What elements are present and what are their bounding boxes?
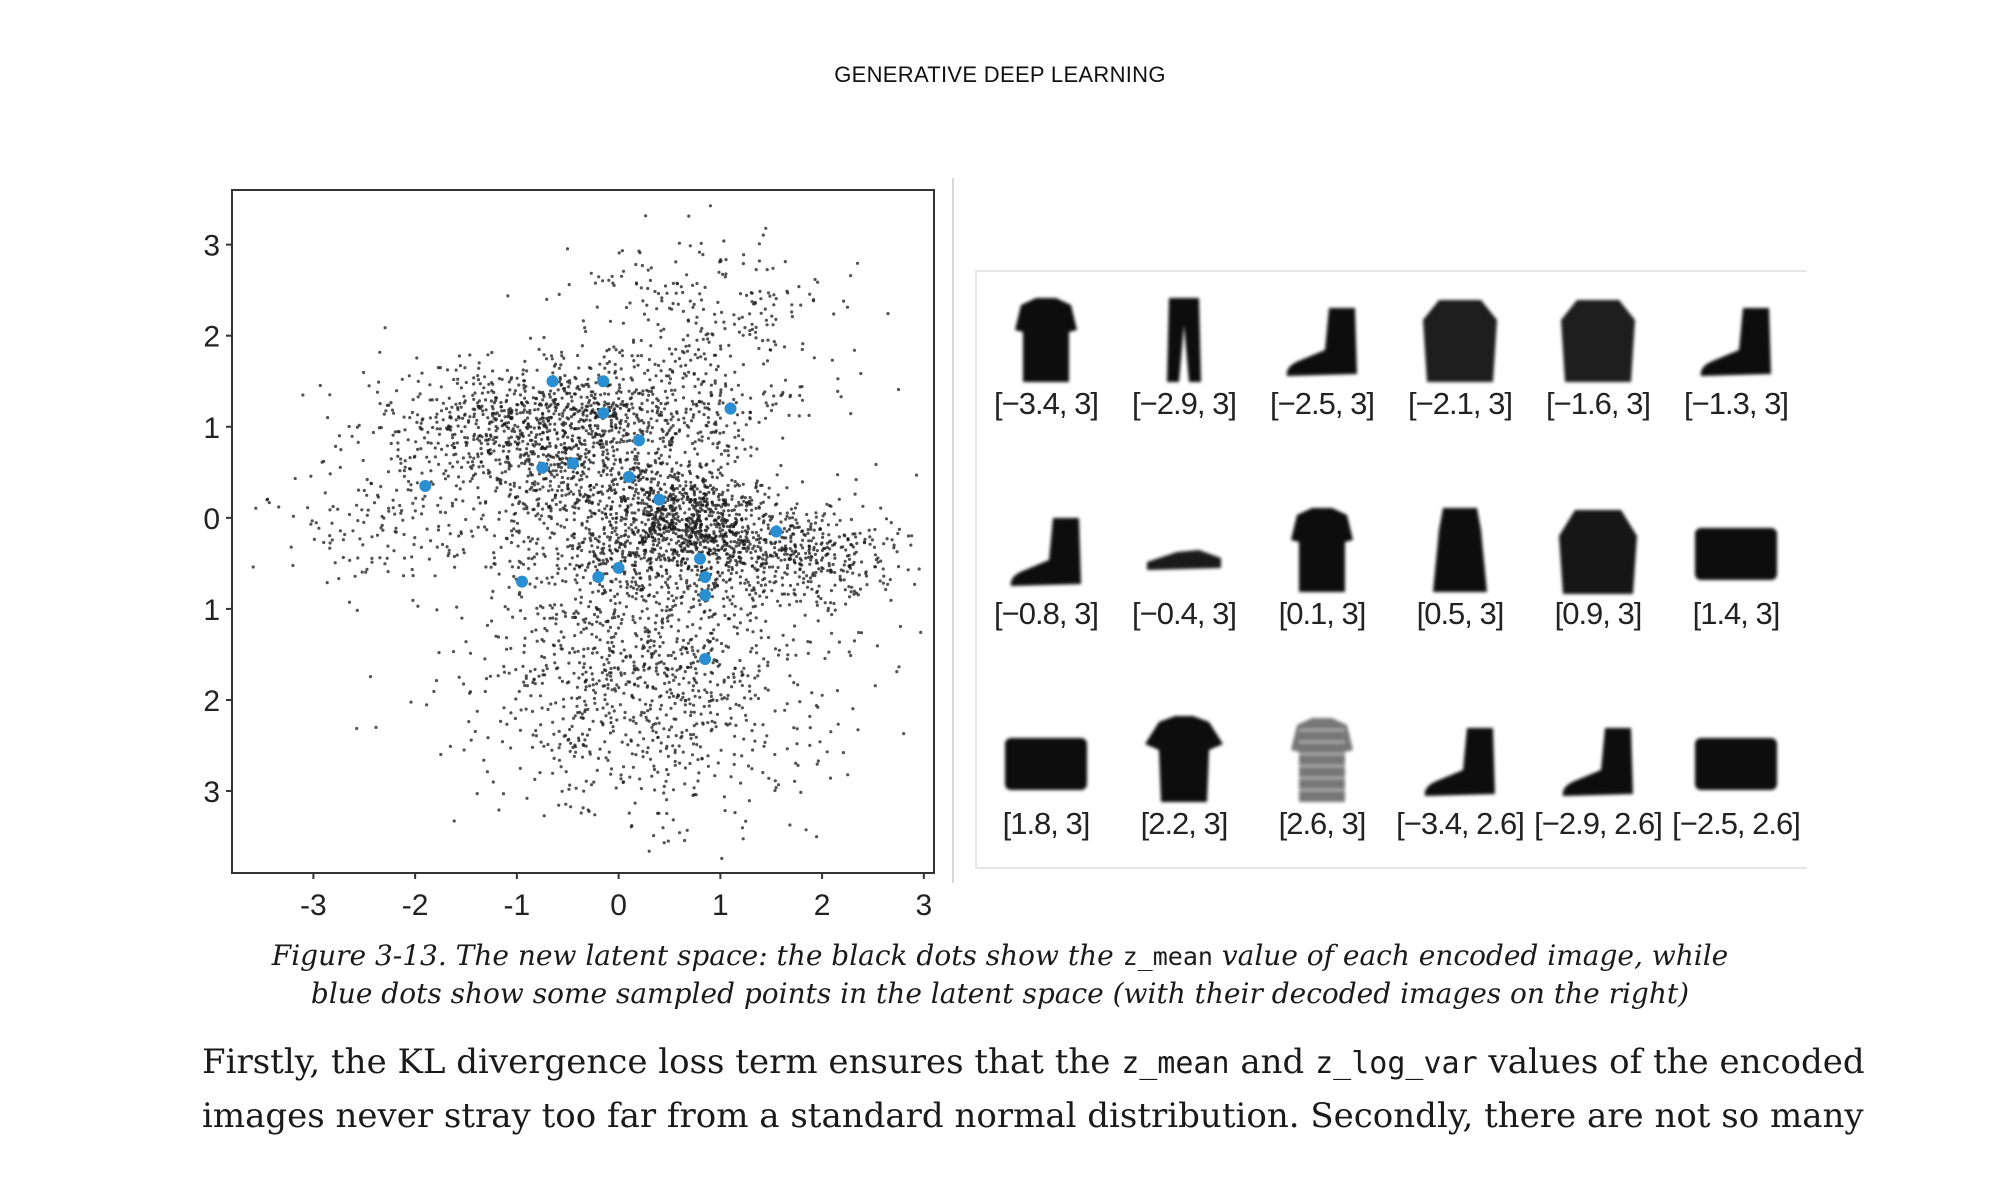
y-tick-label: 2 — [203, 684, 220, 718]
pullover-image — [1543, 290, 1653, 390]
latent-coordinate-label: [−0.4, 3] — [1132, 596, 1236, 631]
x-tick-label: -1 — [503, 889, 531, 922]
sampled-point — [419, 480, 431, 492]
sampled-point — [653, 494, 665, 506]
decoded-image-cell — [977, 700, 1115, 900]
decoded-image-cell — [1667, 700, 1805, 900]
decoded-image-cell — [1253, 490, 1391, 690]
sampled-point — [694, 553, 706, 565]
bag-image — [1681, 500, 1791, 600]
decoded-image-cell — [977, 280, 1115, 480]
ankle-boot-image — [1543, 710, 1653, 810]
decoded-image-cell — [1115, 490, 1253, 690]
caption-text: value of each encoded image, while — [1212, 939, 1729, 972]
latent-coordinate-label: [−1.3, 3] — [1684, 386, 1788, 421]
ankle-boot-image — [1267, 290, 1377, 390]
decoded-image-cell — [1115, 700, 1253, 900]
sampled-point — [597, 407, 609, 419]
latent-coordinate-label: [2.6, 3] — [1278, 806, 1366, 841]
coat-image — [1543, 500, 1653, 600]
sampled-point — [699, 571, 711, 583]
inline-code: z_mean — [1121, 1046, 1230, 1081]
shirt-image — [991, 290, 1101, 390]
bag-image — [991, 710, 1101, 810]
latent-coordinate-label: [1.8, 3] — [1002, 806, 1090, 841]
sampled-point — [536, 462, 548, 474]
latent-coordinate-label: [−2.5, 2.6] — [1672, 806, 1800, 841]
sampled-point — [567, 457, 579, 469]
latent-coordinate-label: [0.1, 3] — [1278, 596, 1366, 631]
latent-coordinate-label: [0.5, 3] — [1416, 596, 1504, 631]
y-tick-label: 1 — [203, 593, 220, 627]
trouser-image — [1129, 290, 1239, 390]
decoded-images-grid — [975, 270, 1807, 869]
sampled-point — [592, 571, 604, 583]
y-tick-label: 2 — [203, 320, 220, 354]
body-text: and — [1229, 1042, 1316, 1082]
caption-text: Figure 3-13. The new latent space: the black dots show the — [271, 939, 1123, 972]
y-tick-label: 3 — [203, 776, 220, 810]
sampled-point — [516, 576, 528, 588]
ankle-boot-image — [991, 500, 1101, 600]
decoded-image-cell — [1529, 490, 1667, 690]
y-tick-label: 0 — [203, 502, 220, 536]
decoded-image-cell — [977, 490, 1115, 690]
latent-coordinate-label: [−1.6, 3] — [1546, 386, 1650, 421]
decoded-image-cell — [1253, 280, 1391, 480]
y-tick-label: 3 — [203, 229, 220, 263]
sampled-point — [623, 471, 635, 483]
caption-text: blue dots show some sampled points in the latent space (with their decoded images on the right) — [310, 977, 1690, 1010]
sampled-point — [725, 403, 737, 415]
latent-coordinate-label: [−2.5, 3] — [1270, 386, 1374, 421]
pullover-image — [1405, 290, 1515, 390]
decoded-image-cell — [1667, 490, 1805, 690]
panel-divider — [952, 178, 954, 883]
scatter-points — [252, 204, 923, 860]
body-text: images never stray too far from a standard normal distribution. Secondly, there are not so many — [202, 1096, 1864, 1136]
x-tick-label: -3 — [300, 889, 327, 922]
tshirt-image — [1129, 710, 1239, 810]
latent-coordinate-label: [−3.4, 2.6] — [1396, 806, 1524, 841]
latent-coordinate-label: [−0.8, 3] — [994, 596, 1098, 631]
dress-image — [1405, 500, 1515, 600]
bag-image — [1681, 710, 1791, 810]
latent-coordinate-label: [2.2, 3] — [1140, 806, 1228, 841]
body-paragraph — [202, 1036, 1865, 1142]
body-text: Firstly, the KL divergence loss term ensures that the — [202, 1042, 1122, 1082]
sampled-point — [547, 375, 559, 387]
latent-coordinate-label: [0.9, 3] — [1554, 596, 1642, 631]
latent-coordinate-label: [−2.9, 3] — [1132, 386, 1236, 421]
sampled-point — [699, 653, 711, 665]
body-text: values of the encoded — [1477, 1042, 1865, 1082]
x-tick-label: 3 — [915, 889, 933, 922]
decoded-image-cell — [1253, 700, 1391, 900]
x-axis-ticks — [300, 873, 932, 922]
latent-coordinate-label: [−2.9, 2.6] — [1534, 806, 1662, 841]
decoded-image-cell — [1391, 490, 1529, 690]
latent-coordinate-label: [−3.4, 3] — [994, 386, 1098, 421]
ankle-boot-image — [1405, 710, 1515, 810]
shirt-light-image — [1267, 710, 1377, 810]
decoded-image-cell — [1529, 700, 1667, 900]
figure-caption — [180, 937, 1820, 1012]
latent-coordinate-label: [1.4, 3] — [1692, 596, 1780, 631]
sampled-point — [699, 589, 711, 601]
decoded-image-cell — [1391, 700, 1529, 900]
x-tick-label: 0 — [610, 889, 627, 922]
x-tick-label: 1 — [712, 889, 729, 922]
latent-coordinate-label: [−2.1, 3] — [1408, 386, 1512, 421]
caption-code: z_mean — [1122, 942, 1213, 971]
y-axis-ticks — [203, 230, 232, 809]
latent-space-scatter-plot — [190, 178, 950, 938]
sneaker-image — [1129, 500, 1239, 600]
shirt-image — [1267, 500, 1377, 600]
ankle-boot-image — [1681, 290, 1791, 390]
plot-frame — [232, 190, 934, 873]
decoded-image-cell — [1115, 280, 1253, 480]
sampled-point — [770, 526, 782, 538]
sampled-point — [633, 434, 645, 446]
decoded-image-cell — [1667, 280, 1805, 480]
running-head: GENERATIVE DEEP LEARNING — [834, 62, 1166, 87]
decoded-image-cell — [1529, 280, 1667, 480]
y-tick-label: 1 — [203, 411, 220, 445]
x-tick-label: 2 — [813, 889, 831, 922]
sampled-point — [597, 375, 609, 387]
inline-code: z_log_var — [1315, 1046, 1478, 1081]
decoded-image-cell — [1391, 280, 1529, 480]
sampled-point — [613, 562, 625, 574]
x-tick-label: -2 — [401, 889, 429, 922]
